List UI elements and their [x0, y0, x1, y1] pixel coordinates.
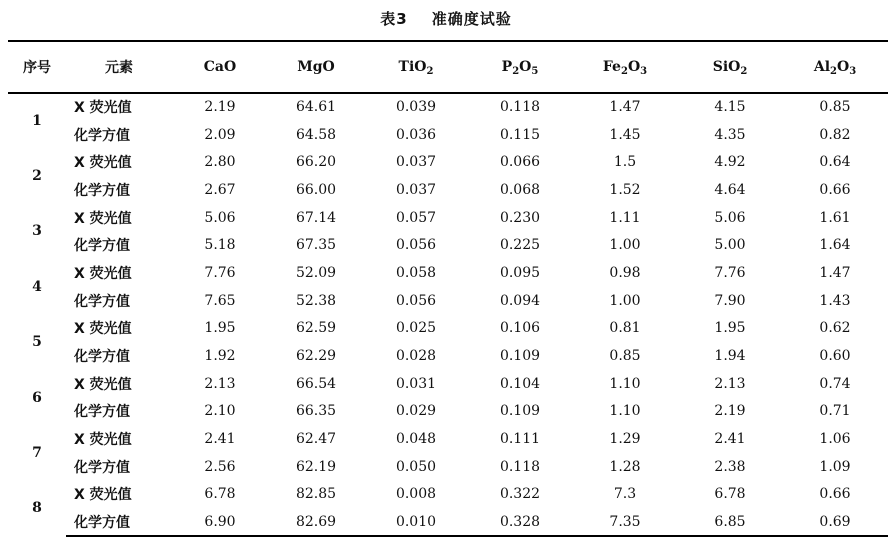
header-fe2o3-o: O [627, 59, 641, 75]
value-cell: 2.80 [204, 154, 236, 171]
accuracy-test-table [8, 40, 888, 537]
value-cell: 67.35 [295, 237, 337, 254]
value-cell: 82.69 [268, 508, 364, 536]
value-cell: 7.35 [572, 508, 678, 536]
value-cell: 1.00 [609, 292, 641, 309]
value-cell: 2.41 [204, 431, 236, 448]
value-cell: 4.35 [714, 126, 746, 143]
header-p2o5-s2: 5 [531, 66, 539, 77]
row-index: 6 [32, 389, 42, 406]
header-cao: CaO [172, 41, 268, 93]
value-cell: 0.118 [499, 99, 541, 116]
value-cell: 6.78 [204, 486, 236, 503]
table-row [8, 481, 888, 509]
value-cell: 0.048 [395, 431, 437, 448]
value-cell: 0.81 [609, 320, 641, 337]
method-chemical: 化学方值 [74, 459, 130, 476]
value-cell: 0.230 [499, 209, 541, 226]
table-row [8, 425, 888, 453]
value-cell: 0.82 [819, 126, 851, 143]
value-cell: 0.056 [395, 237, 437, 254]
table-row [8, 259, 888, 287]
header-al2o3-s2: 3 [849, 66, 857, 77]
header-p2o5-s1: 2 [512, 66, 520, 77]
table-row [8, 398, 888, 426]
header-tio2 [364, 41, 468, 93]
value-cell: 62.29 [295, 348, 337, 365]
method-chemical: 化学方值 [74, 404, 130, 421]
method-chemical: 化学方值 [74, 293, 130, 310]
table-row [8, 93, 888, 121]
method-chemical: 化学方值 [66, 508, 172, 536]
value-cell: 1.10 [609, 403, 641, 420]
header-element: 元素 [66, 41, 172, 93]
value-cell: 0.036 [395, 126, 437, 143]
value-cell: 0.118 [499, 458, 541, 475]
table-row [8, 287, 888, 315]
value-cell: 0.095 [499, 264, 541, 281]
header-al2o3-p: Al [813, 59, 831, 75]
value-cell: 1.95 [714, 320, 746, 337]
value-cell: 1.00 [609, 237, 641, 254]
value-cell: 7.90 [714, 292, 746, 309]
value-cell: 0.328 [468, 508, 572, 536]
row-index: 1 [32, 113, 42, 130]
value-cell: 0.111 [499, 431, 541, 448]
row-index: 4 [32, 278, 42, 295]
value-cell: 2.13 [204, 375, 236, 392]
value-cell: 1.43 [819, 292, 851, 309]
value-cell: 4.92 [714, 154, 746, 171]
value-cell: 0.037 [395, 154, 437, 171]
value-cell: 0.056 [395, 292, 437, 309]
value-cell: 0.62 [819, 320, 851, 337]
value-cell: 1.28 [609, 458, 641, 475]
header-sio2-base: SiO [712, 59, 741, 75]
table-row [8, 453, 888, 481]
value-cell: 0.050 [395, 458, 437, 475]
table-row [8, 508, 888, 536]
value-cell: 6.85 [678, 508, 782, 536]
method-xrf: X 荧光值 [74, 210, 132, 227]
value-cell: 5.06 [204, 209, 236, 226]
value-cell: 4.64 [714, 181, 746, 198]
value-cell: 0.028 [395, 348, 437, 365]
value-cell: 5.18 [204, 237, 236, 254]
value-cell: 0.85 [819, 99, 851, 116]
value-cell: 0.109 [499, 403, 541, 420]
value-cell: 4.15 [714, 99, 746, 116]
value-cell: 0.058 [395, 264, 437, 281]
value-cell: 0.094 [499, 292, 541, 309]
header-row [8, 41, 888, 93]
value-cell: 1.94 [714, 348, 746, 365]
method-xrf: X 荧光值 [74, 432, 132, 449]
value-cell: 1.47 [819, 264, 851, 281]
header-tio2-sub: 2 [426, 66, 434, 77]
method-xrf: X 荧光值 [74, 265, 132, 282]
table-title [0, 8, 892, 29]
table-row [8, 231, 888, 259]
value-cell: 52.38 [295, 292, 337, 309]
value-cell: 5.06 [714, 209, 746, 226]
value-cell: 0.010 [364, 508, 468, 536]
value-cell: 0.85 [609, 348, 641, 365]
header-al2o3-o: O [836, 59, 850, 75]
value-cell: 7.76 [714, 264, 746, 281]
value-cell: 1.5 [613, 154, 637, 171]
value-cell: 64.61 [295, 99, 337, 116]
value-cell: 67.14 [295, 209, 337, 226]
value-cell: 66.00 [295, 181, 337, 198]
value-cell: 0.115 [499, 126, 541, 143]
value-cell: 66.35 [295, 403, 337, 420]
table-number: 表3 [380, 10, 408, 28]
table-row [8, 148, 888, 176]
value-cell: 6.78 [714, 486, 746, 503]
value-cell: 0.008 [395, 486, 437, 503]
value-cell: 2.13 [714, 375, 746, 392]
value-cell: 1.29 [609, 431, 641, 448]
value-cell: 1.09 [819, 458, 851, 475]
value-cell: 0.98 [609, 264, 641, 281]
value-cell: 1.06 [819, 431, 851, 448]
value-cell: 66.20 [295, 154, 337, 171]
header-al2o3-s1: 2 [830, 66, 837, 77]
row-index: 7 [32, 444, 42, 461]
row-index: 3 [32, 223, 42, 240]
value-cell: 0.039 [395, 99, 437, 116]
value-cell: 0.104 [499, 375, 541, 392]
value-cell: 5.00 [714, 237, 746, 254]
value-cell: 0.106 [499, 320, 541, 337]
header-fe2o3 [572, 41, 678, 93]
value-cell: 0.068 [499, 181, 541, 198]
value-cell: 0.225 [499, 237, 541, 254]
header-p2o5-p: P [501, 59, 513, 75]
value-cell: 1.64 [819, 237, 851, 254]
value-cell: 7.3 [613, 486, 637, 503]
method-xrf: X 荧光值 [74, 487, 132, 504]
value-cell: 0.71 [819, 403, 851, 420]
value-cell: 0.60 [819, 348, 851, 365]
header-p2o5 [468, 41, 572, 93]
value-cell: 62.19 [295, 458, 337, 475]
method-chemical: 化学方值 [74, 349, 130, 366]
value-cell: 2.19 [714, 403, 746, 420]
method-chemical: 化学方值 [74, 238, 130, 255]
value-cell: 1.10 [609, 375, 641, 392]
value-cell: 1.61 [819, 209, 851, 226]
table-row [8, 370, 888, 398]
method-xrf: X 荧光值 [74, 155, 132, 172]
table-row [8, 315, 888, 343]
row-index: 2 [32, 168, 42, 185]
method-chemical: 化学方值 [74, 182, 130, 199]
value-cell: 64.58 [295, 126, 337, 143]
method-xrf: X 荧光值 [74, 376, 132, 393]
row-index: 5 [32, 334, 42, 351]
method-xrf: X 荧光值 [74, 100, 132, 117]
table-row [8, 176, 888, 204]
table-caption: 准确度试验 [431, 10, 512, 28]
value-cell: 2.41 [714, 431, 746, 448]
value-cell: 0.109 [499, 348, 541, 365]
value-cell: 0.025 [395, 320, 437, 337]
header-fe2o3-s1: 2 [620, 66, 628, 77]
value-cell: 1.92 [204, 348, 236, 365]
header-p2o5-o: O [519, 59, 532, 75]
value-cell: 0.066 [499, 154, 541, 171]
value-cell: 2.10 [204, 403, 236, 420]
value-cell: 0.057 [395, 209, 437, 226]
value-cell: 0.66 [819, 486, 851, 503]
value-cell: 52.09 [295, 264, 337, 281]
value-cell: 66.54 [295, 375, 337, 392]
table-row [8, 342, 888, 370]
value-cell: 2.09 [204, 126, 236, 143]
value-cell: 2.38 [714, 458, 746, 475]
method-xrf: X 荧光值 [74, 321, 132, 338]
table-row [8, 204, 888, 232]
header-sio2-sub: 2 [740, 66, 748, 77]
value-cell: 82.85 [295, 486, 337, 503]
header-al2o3 [782, 41, 888, 93]
value-cell: 1.11 [609, 209, 641, 226]
header-sio2 [678, 41, 782, 93]
header-fe2o3-p: Fe [602, 59, 621, 75]
value-cell: 2.67 [204, 181, 236, 198]
value-cell: 1.52 [609, 181, 641, 198]
value-cell: 0.74 [819, 375, 851, 392]
header-tio2-base: TiO [398, 59, 427, 75]
value-cell: 7.65 [204, 292, 236, 309]
value-cell: 2.56 [204, 458, 236, 475]
value-cell: 0.322 [499, 486, 541, 503]
value-cell: 62.47 [295, 431, 337, 448]
table-body [8, 93, 888, 536]
header-index: 序号 [8, 41, 66, 93]
method-chemical: 化学方值 [74, 127, 130, 144]
value-cell: 1.95 [204, 320, 236, 337]
value-cell: 0.031 [395, 375, 437, 392]
value-cell: 7.76 [204, 264, 236, 281]
value-cell: 0.029 [395, 403, 437, 420]
value-cell: 0.69 [782, 508, 888, 536]
value-cell: 2.19 [204, 99, 236, 116]
value-cell: 0.64 [819, 154, 851, 171]
row-index: 8 [32, 500, 42, 517]
value-cell: 62.59 [295, 320, 337, 337]
value-cell: 1.45 [609, 126, 641, 143]
value-cell: 6.90 [172, 508, 268, 536]
header-mgo: MgO [268, 41, 364, 93]
value-cell: 0.66 [819, 181, 851, 198]
value-cell: 1.47 [609, 99, 641, 116]
header-fe2o3-s2: 3 [640, 66, 648, 77]
value-cell: 0.037 [395, 181, 437, 198]
table-row [8, 121, 888, 149]
